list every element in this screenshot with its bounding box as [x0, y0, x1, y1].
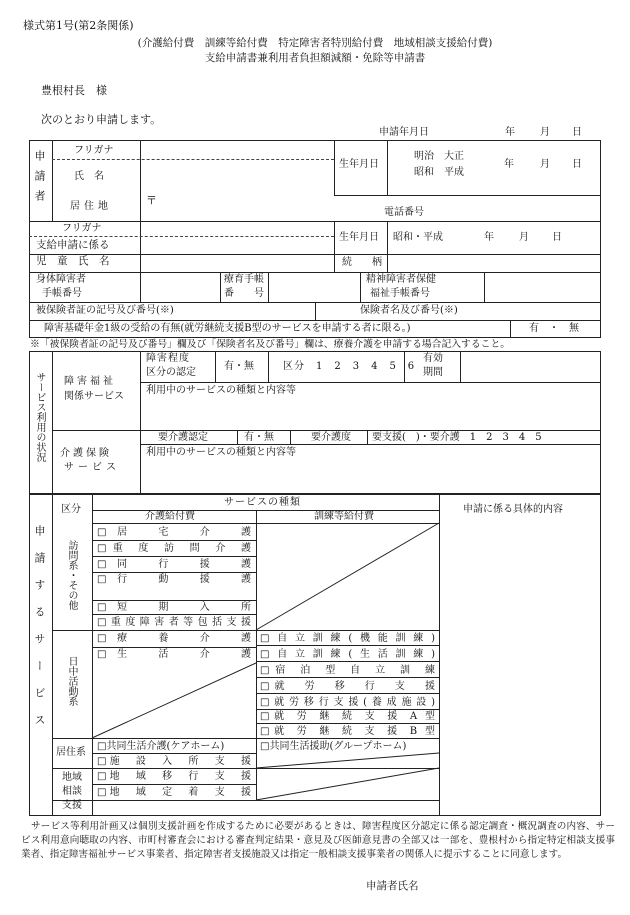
mental-card-label-1: 精神障害者保健: [366, 274, 436, 285]
pension-question: 障害基礎年金1級の受給の有無(就労継続支援B型のサービスを申請する者に限る。): [44, 323, 411, 334]
care-label-1: 介護保険: [60, 448, 112, 459]
kunren-header: 訓練等給付費: [314, 511, 374, 522]
child-day-label: 日: [552, 232, 562, 243]
mental-card-label-2: 福祉手帳番号: [370, 288, 430, 299]
title-line-2: 支給申請書兼利用者負担額減額・免除等申請書: [204, 52, 426, 64]
group-community-3: 支援: [62, 800, 82, 811]
care-level-label: 要介護度: [311, 432, 351, 443]
physical-card-label-1: 身体障害者: [36, 274, 86, 285]
daytime-kaigo-0[interactable]: □療 養 介 護: [97, 633, 251, 644]
applicant-month-label: 月: [540, 159, 550, 170]
signature-label: 申請者氏名: [366, 880, 419, 892]
child-furigana-label: フリガナ: [62, 223, 102, 234]
child-month-label: 月: [519, 232, 529, 243]
services-side-label: 申請するサービス: [33, 525, 46, 741]
daytime-kunren-2[interactable]: □宿 泊 型 自 立 訓 練: [260, 665, 435, 676]
applicant-name-label: 氏 名: [74, 171, 104, 182]
ryouiku-card-label-1: 療育手帳: [224, 274, 264, 285]
child-label-2: 児 童 氏 名: [36, 255, 110, 267]
valid-label-2: 期間: [423, 367, 443, 378]
level-label-2: 区分の認定: [146, 367, 196, 378]
relation-label: 続 柄: [342, 257, 382, 268]
intro-text: 次のとおり申請します。: [41, 113, 162, 126]
visit-item-4[interactable]: □短 期 入 所: [97, 602, 251, 613]
form-number: 様式第1号(第2条関係): [23, 19, 134, 32]
visit-item-1[interactable]: □重 度 訪 問 介 護: [97, 543, 251, 554]
residential-kunren-0[interactable]: □共同生活援助(グループホーム): [260, 741, 407, 752]
kubun-header: 区分: [61, 504, 81, 515]
applicant-address-label: 居住地: [70, 201, 112, 212]
visit-item-3[interactable]: □行 動 援 護: [97, 574, 251, 585]
applicant-year-label: 年: [504, 159, 514, 170]
ryouiku-card-label-2: 番 号: [224, 288, 264, 299]
daytime-kunren-4[interactable]: □就労移行支援(養成施設): [260, 697, 435, 708]
welfare-using-label: 利用中のサービスの種類と内容等: [146, 385, 296, 396]
status-side-label: サービス利用の状況: [34, 372, 45, 462]
kaigo-header: 介護給付費: [145, 511, 195, 522]
care-label-2: サービス: [64, 462, 120, 473]
postal-mark: 〒: [146, 194, 157, 207]
phone-label: 電話番号: [384, 207, 424, 218]
daytime-kunren-5[interactable]: □就 労 継 続 支 援 A 型: [260, 711, 435, 722]
era-options-top: 明治 大正: [414, 151, 464, 162]
care-cert-label: 要介護認定: [158, 432, 208, 443]
pension-answer: 有 ・ 無: [529, 323, 579, 334]
physical-card-label-2: 手帳番号: [42, 288, 82, 299]
visit-item-0[interactable]: □居 宅 介 護: [97, 527, 251, 538]
applicant-furigana-label: フリガナ: [74, 145, 114, 156]
applicant-day-label: 日: [572, 159, 582, 170]
child-birth-label: 生年月日: [339, 232, 379, 243]
apply-year-label: 年: [505, 127, 515, 138]
valid-label-1: 有効: [423, 353, 443, 364]
applicant-side-label: 申請者: [33, 150, 46, 210]
welfare-label-2: 関係サービス: [64, 391, 124, 402]
class-options: 区分 1 2 3 4 5 6: [283, 361, 416, 372]
service-kind-header: サービスの種類: [224, 497, 301, 508]
group-visit: 訪問系・その他: [66, 540, 77, 610]
care-yes-no: 有・無: [244, 432, 274, 443]
consent-paragraph: サービス等利用計画又は個別支援計画を作成するために必要があるときは、障害程度区分認定に係る認定調査・概況調査の内容、サービス利用意向聴取の内容、市町村審査会における審査判定結果・意見及び医師意見書の全部又は一部を、豊根村から指定特定相談支援事業者、指定障害福祉サービス事業者、指定障害者支援施設又は指定一般相談支援事業者の関係人に提示することに同意します。: [21, 821, 615, 860]
residential-kaigo-1[interactable]: □施 設 入 所 支 援: [97, 756, 251, 767]
care-scale: 要支援( )・要介護 1 2 3 4 5: [372, 432, 542, 443]
addressee: 豊根村長 様: [41, 84, 107, 97]
insurer-name-label: 保険者名及び番号(※): [360, 305, 458, 316]
apply-date-label: 申請年月日: [379, 127, 429, 138]
title-line-1: (介護給付費 訓練等給付費 特定障害者特別給付費 地域相談支援給付費): [137, 37, 493, 49]
community-item-0[interactable]: □地 域 移 行 支 援: [97, 771, 251, 782]
group-community-1: 地域: [62, 772, 82, 783]
group-daytime: 日中活動系: [66, 656, 77, 706]
welfare-label-1: 障害福祉: [64, 376, 116, 387]
visit-item-2[interactable]: □同 行 援 護: [97, 559, 251, 570]
group-community-2: 相談: [62, 786, 82, 797]
level-yes-no: 有・無: [224, 361, 254, 372]
level-label-1: 障害程度: [146, 353, 190, 364]
apply-day-label: 日: [572, 127, 582, 138]
daytime-kunren-0[interactable]: □自立訓練(機能訓練): [260, 633, 435, 644]
care-using-label: 利用中のサービスの種類と内容等: [146, 447, 296, 458]
daytime-kunren-3[interactable]: □就 労 移 行 支 援: [260, 681, 435, 692]
daytime-kunren-1[interactable]: □自立訓練(生活訓練): [260, 649, 435, 660]
child-label-1: 支給申請に係る: [36, 239, 110, 251]
group-residential: 居住系: [56, 747, 86, 758]
insurance-note: ※「被保険者証の記号及び番号」欄及び「保険者名及び番号」欄は、療養介護を申請する場合記入すること。: [30, 339, 511, 350]
daytime-kunren-6[interactable]: □就 労 継 続 支 援 B 型: [260, 726, 435, 737]
applicant-birth-label: 生年月日: [339, 159, 379, 170]
residential-kaigo-0[interactable]: □共同生活介護(ケアホーム): [97, 741, 225, 752]
insured-number-label: 被保険者証の記号及び番号(※): [36, 305, 174, 316]
daytime-kaigo-1[interactable]: □生 活 介 護: [97, 649, 251, 660]
apply-month-label: 月: [540, 127, 550, 138]
community-item-1[interactable]: □地 域 定 着 支 援: [97, 787, 251, 798]
detail-header: 申請に係る具体的内容: [463, 504, 563, 515]
child-era: 昭和・平成: [393, 232, 443, 243]
child-year-label: 年: [484, 232, 494, 243]
visit-item-5[interactable]: □重度障害者等包括支援: [97, 617, 251, 628]
era-options-bottom: 昭和 平成: [414, 167, 464, 178]
